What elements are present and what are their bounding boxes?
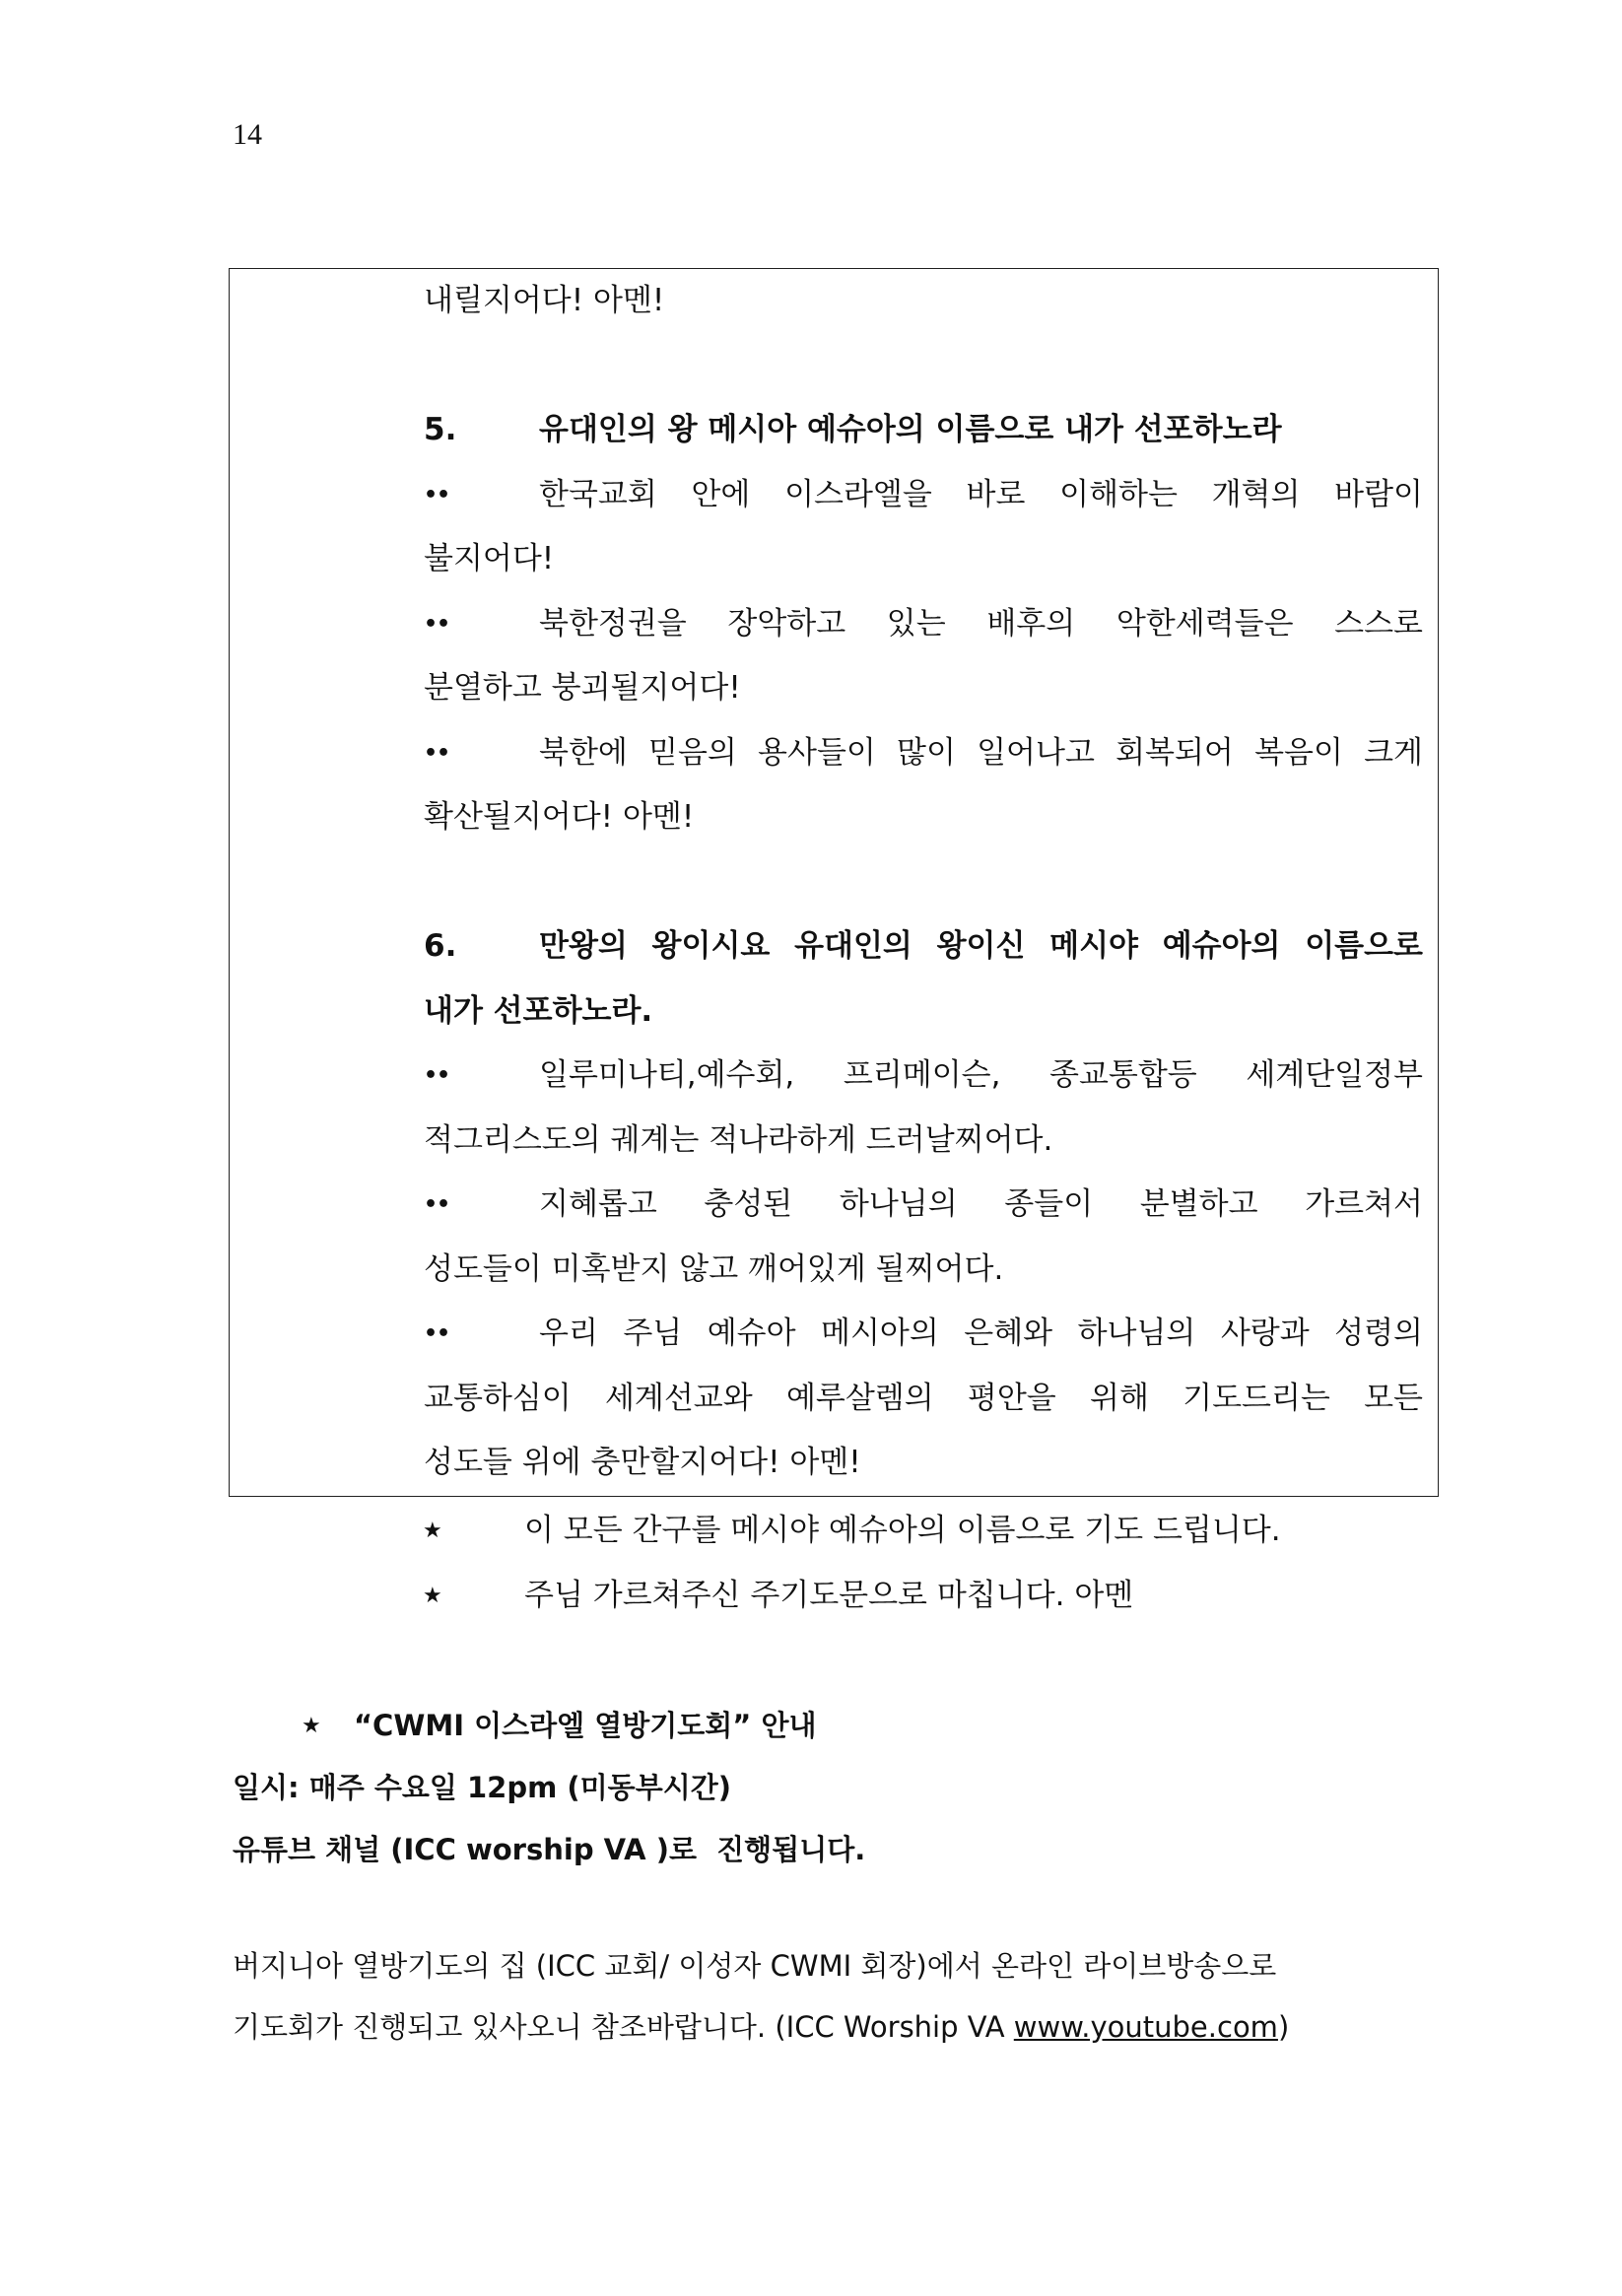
section-5-bullet-3-line-2: 확산될지어다! 아멘!: [424, 799, 695, 835]
notice-channel: 유튜브 채널 (ICC worship VA )로 진행됩니다.: [233, 1833, 866, 1866]
bullet-text: 한국교회 안에 이스라엘을 바로 이해하는 개혁의 바람이: [539, 476, 1423, 512]
section-5-bullet-2-line-1: [424, 592, 1423, 657]
section-6-bullet-3-line-3: 성도들 위에 충만할지어다! 아멘!: [424, 1445, 861, 1480]
section-6-heading-line-1: [424, 914, 1423, 979]
section-5-bullet-1-line-2: 불지어다!: [424, 541, 555, 576]
section-6-bullet-3-line-1: [424, 1302, 1423, 1367]
page-number: 14: [233, 118, 262, 151]
star-icon: ★: [423, 1519, 442, 1543]
bullet-text: 북한에 믿음의 용사들이 많이 일어나고 회복되어 복음이 크게: [539, 734, 1423, 771]
section-5-heading-text: 유대인의 왕 메시아 예슈아의 이름으로 내가 선포하노라: [539, 412, 1282, 447]
section-6-heading-text: 만왕의 왕이시요 유대인의 왕이신 메시야 예슈아의 이름으로: [539, 928, 1423, 964]
bullet-marker: ••: [424, 482, 450, 507]
section-6-heading-line-2: 내가 선포하노라.: [424, 992, 653, 1029]
youtube-link[interactable]: www.youtube.com: [1013, 2010, 1278, 2044]
section-5-bullet-1-line-1: [424, 463, 1423, 528]
description-suffix: ): [1277, 2010, 1290, 2044]
notice-title-text: “CWMI 이스라엘 열방기도회” 안내: [354, 1709, 817, 1742]
closing-line-1: [423, 1499, 1507, 1564]
bullet-marker: ••: [424, 611, 450, 637]
notice-description-line-1: 버지니아 열방기도의 집 (ICC 교회/ 이성자 CWMI 회장)에서 온라인 라이브방송으로: [233, 1949, 1277, 1983]
section-5-bullet-3-line-1: [424, 721, 1423, 786]
section-6-bullet-1-line-1: [424, 1044, 1423, 1109]
closing-lines: [423, 1499, 1507, 1628]
bullet-marker: ••: [424, 1321, 450, 1346]
closing-text: 이 모든 간구를 메시야 예슈아의 이름으로 기도 드립니다.: [524, 1513, 1281, 1548]
notice-schedule: 일시: 매주 수요일 12pm (미동부시간): [233, 1771, 731, 1804]
section-6-bullet-1-line-2: 적그리스도의 궤계는 적나라하게 드러날찌어다.: [424, 1121, 1053, 1158]
section-6-bullet-3-line-2: 교통하심이 세계선교와 예루살렘의 평안을 위해 기도드리는 모든: [424, 1380, 1423, 1416]
bullet-text: 우리 주님 예슈아 메시아의 은혜와 하나님의 사랑과 성령의: [539, 1316, 1423, 1351]
bullet-text: 지혜롭고 충성된 하나님의 종들이 분별하고 가르쳐서: [539, 1186, 1423, 1222]
closing-line-2: [423, 1564, 1507, 1629]
bullet-marker: ••: [424, 1063, 450, 1088]
bullet-marker: ••: [424, 1192, 450, 1217]
bullet-text: 북한정권을 장악하고 있는 배후의 악한세력들은 스스로: [539, 605, 1423, 642]
section-6-bullet-2-line-1: [424, 1173, 1423, 1238]
bullet-marker: ••: [424, 740, 450, 766]
star-icon: ★: [423, 1583, 442, 1608]
notice-description-line-2: [233, 1996, 1289, 2059]
section-5-heading: [424, 398, 1423, 463]
blank-line: [424, 334, 1423, 399]
section-6-number: 6.: [424, 928, 457, 964]
blank-line: [424, 850, 1423, 915]
bullet-text: 일루미나티,예수회, 프리메이슨, 종교통합등 세계단일정부: [539, 1057, 1423, 1093]
star-icon: ★: [302, 1714, 321, 1738]
description-prefix: 기도회가 진행되고 있사오니 참조바랍니다. (ICC Worship VA: [233, 2010, 1014, 2044]
closing-text: 주님 가르쳐주신 주기도문으로 마칩니다. 아멘: [524, 1577, 1134, 1613]
section-5-number: 5.: [424, 412, 457, 447]
section-6-bullet-2-line-2: 성도들이 미혹받지 않고 깨어있게 될찌어다.: [424, 1250, 1004, 1287]
prayer-box-content: [424, 269, 1423, 1496]
continuation-line: 내릴지어다! 아멘!: [424, 283, 665, 318]
section-5-bullet-2-line-2: 분열하고 붕괴될지어다!: [424, 670, 741, 706]
